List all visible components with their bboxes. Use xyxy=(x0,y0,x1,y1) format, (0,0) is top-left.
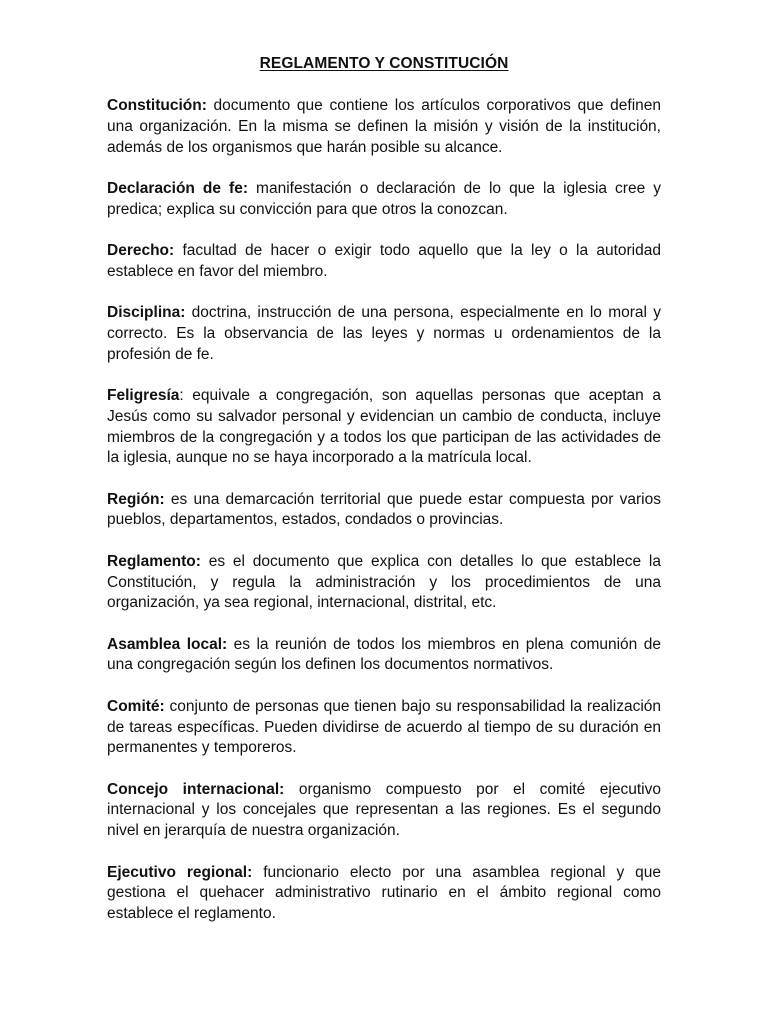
definition: es la reunión de todos los miembros en plena comunión de una congregación según los definen los documentos normativos. xyxy=(107,635,662,674)
glossary-list xyxy=(107,96,661,945)
definition: : equivale a congregación, son aquellas personas que aceptan a Jesús como su salvador personal y evidencian un cambio de conducta, incluye miembros de la congregación y a todos los que participan de las actividades de la iglesia, aunque no se haya incorporado a la matrícula local. xyxy=(107,386,661,467)
entry-declaracion-de-fe xyxy=(107,179,661,221)
term: Asamblea local: xyxy=(107,635,228,653)
definition: es una demarcación territorial que puede estar compuesta por varios pueblos, departamentos, estados, condados o provincias. xyxy=(107,490,661,529)
entry-disciplina xyxy=(107,303,661,365)
entry-comite xyxy=(107,697,661,759)
document-title: REGLAMENTO Y CONSTITUCIÓN xyxy=(259,55,509,72)
entry-concejo-internacional xyxy=(107,780,661,842)
definition: conjunto de personas que tienen bajo su responsabilidad la realización de tareas específicas. Pueden dividirse de acuerdo al tiempo de su duración en permanentes y temporeros. xyxy=(107,697,661,757)
term: Concejo internacional: xyxy=(107,780,285,798)
term: Región: xyxy=(107,490,165,508)
definition: organismo compuesto por el comité ejecutivo internacional y los concejales que representan a las regiones. Es el segundo nivel en jerarquía de nuestra organización. xyxy=(107,780,661,840)
definition: doctrina, instrucción de una persona, especialmente en lo moral y correcto. Es la observancia de las leyes y normas u ordenamientos de la profesión de fe. xyxy=(107,304,661,363)
definition: facultad de hacer o exigir todo aquello que la ley o la autoridad establece en favor del miembro. xyxy=(107,241,661,280)
term: Ejecutivo regional: xyxy=(107,863,253,881)
term: Reglamento: xyxy=(107,552,201,570)
term: Disciplina: xyxy=(107,304,186,322)
entry-feligresia xyxy=(107,386,661,469)
term: Constitución: xyxy=(107,97,207,114)
term: Declaración de fe: xyxy=(107,179,248,197)
term: Feligresía xyxy=(107,386,180,404)
definition: es el documento que explica con detalles lo que establece la Constitución, y regula la administración y los procedimientos de una organización, ya sea regional, internacional, distrital, etc. xyxy=(107,552,661,612)
entry-ejecutivo-regional xyxy=(107,863,661,925)
entry-region xyxy=(107,490,661,532)
term: Comité: xyxy=(107,697,165,715)
entry-derecho xyxy=(107,241,661,283)
entry-constitucion xyxy=(107,96,661,158)
definition: manifestación o declaración de lo que la iglesia cree y predica; explica su convicción para que otros la conozcan. xyxy=(107,179,661,218)
definition: documento que contiene los artículos corporativos que definen una organización. En la misma se definen la misión y visión de la institución, además de los organismos que harán posible su alcance. xyxy=(107,97,661,156)
entry-reglamento xyxy=(107,552,661,614)
definition: funcionario electo por una asamblea regional y que gestiona el quehacer administrativo rutinario en el ámbito regional como establece el reglamento. xyxy=(107,863,662,923)
entry-asamblea-local xyxy=(107,635,661,677)
term: Derecho: xyxy=(107,241,175,259)
